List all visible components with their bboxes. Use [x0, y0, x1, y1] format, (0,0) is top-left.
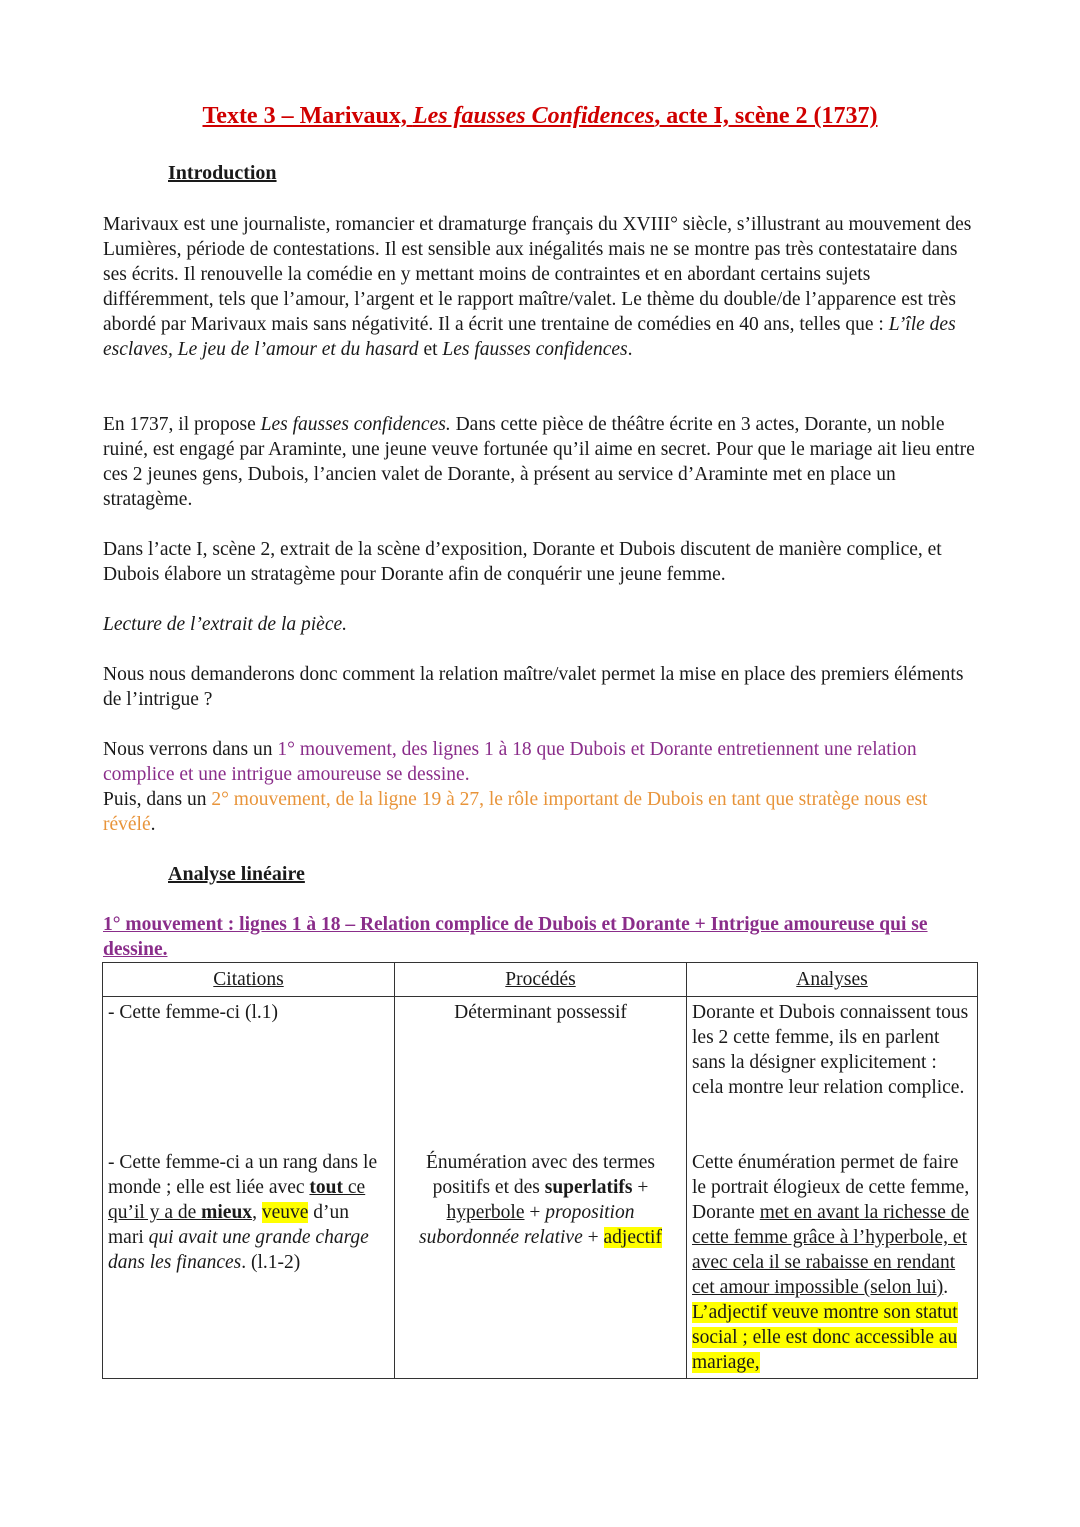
table-row: [103, 997, 978, 1148]
analyse-cell: Dorante et Dubois connaissent tous les 2 cette femme, ils en parlent sans la désigner explicitement : cela montre leur relation complice.: [687, 997, 978, 1148]
citation-cell: - Cette femme-ci (l.1): [103, 997, 395, 1148]
header-analyses: Analyses: [687, 963, 978, 997]
intro-plan: Nous verrons dans un 1° mouvement, des lignes 1 à 18 que Dubois et Dorante entretiennent une relation complice et une intrigue amoureuse se dessine. Puis, dans un 2° mouvement, de la ligne 19 à 27, le rôle important de Dubois en tant que stratège nous est révélé.: [103, 739, 928, 835]
procede-cell: Énumération avec des termes positifs et des superlatifs + hyperbole + proposition subordonnée relative + adjectif: [395, 1147, 687, 1379]
title-prefix: Texte 3 – Marivaux,: [202, 103, 413, 129]
analysis-table: [102, 962, 978, 1379]
title-work: Les fausses Confidences: [412, 103, 655, 129]
procede-cell: Déterminant possessif: [395, 997, 687, 1148]
intro-paragraph-3: Dans l’acte I, scène 2, extrait de la scène d’exposition, Dorante et Dubois discutent de manière complice, et Dubois élabore un stratagème pour Dorante afin de conquérir une jeune femme.: [103, 539, 942, 585]
title-suffix: , acte I, scène 2 (1737): [654, 103, 878, 129]
header-citations: Citations: [103, 963, 395, 997]
introduction-heading: Introduction: [168, 162, 277, 184]
analysis-heading: Analyse linéaire: [168, 863, 305, 885]
intro-paragraph-1: Marivaux est une journaliste, romancier et dramaturge français du XVIII° siècle, s’illustrant au mouvement des Lumières, période de contestations. Il est sensible aux inégalités mais ne se montre pas très contestataire dans ses écrits. Il renouvelle la comédie en y mettant moins de contraintes et en abordant certains sujets différemment, tels que l’amour, l’argent et le rapport maître/valet. Le thème du double/de l’apparence est très abordé par Marivaux mais sans négativité. Il a écrit une trentaine de comédies en 40 ans, telles que : L’île des esclaves, Le jeu de l’amour et du hasard et Les fausses confidences.: [103, 214, 972, 360]
table-row: [103, 1147, 978, 1379]
intro-paragraph-2: En 1737, il propose Les fausses confidences. Dans cette pièce de théâtre écrite en 3 actes, Dorante, un noble ruiné, est engagé par Araminte, une jeune veuve fortunée qu’il aime en secret. Pour que le mariage ait lieu entre ces 2 jeunes gens, Dubois, l’ancien valet de Dorante, à présent au service d’Araminte met en place un stratagème.: [103, 414, 975, 510]
citation-cell: - Cette femme-ci a un rang dans le monde ; elle est liée avec tout ce qu’il y a de mieux, veuve d’un mari qui avait une grande charge dans les finances. (l.1-2): [103, 1147, 395, 1379]
table-header-row: [103, 963, 978, 997]
intro-problematic: Nous nous demanderons donc comment la relation maître/valet permet la mise en place des premiers éléments de l’intrigue ?: [103, 664, 964, 710]
analyse-cell: Cette énumération permet de faire le portrait élogieux de cette femme, Dorante met en avant la richesse de cette femme grâce à l’hyperbole, et avec cela il se rabaisse en rendant cet amour impossible (selon lui). L’adjectif veuve montre son statut social ; elle est donc accessible au mariage,: [687, 1147, 978, 1379]
plan-movement-2: 2° mouvement, de la ligne 19 à 27, le rôle important de Dubois en tant que stratège nous est révélé: [103, 789, 928, 835]
header-procedes: Procédés: [395, 963, 687, 997]
document-title: [0, 103, 1080, 130]
plan-movement-1: 1° mouvement, des lignes 1 à 18 que Dubois et Dorante entretiennent une relation complice et une intrigue amoureuse se dessine.: [103, 739, 917, 785]
intro-paragraph-reading: Lecture de l’extrait de la pièce.: [103, 614, 348, 635]
movement-1-title: 1° mouvement : lignes 1 à 18 – Relation complice de Dubois et Dorante + Intrigue amoureuse qui se dessine.: [103, 914, 928, 960]
